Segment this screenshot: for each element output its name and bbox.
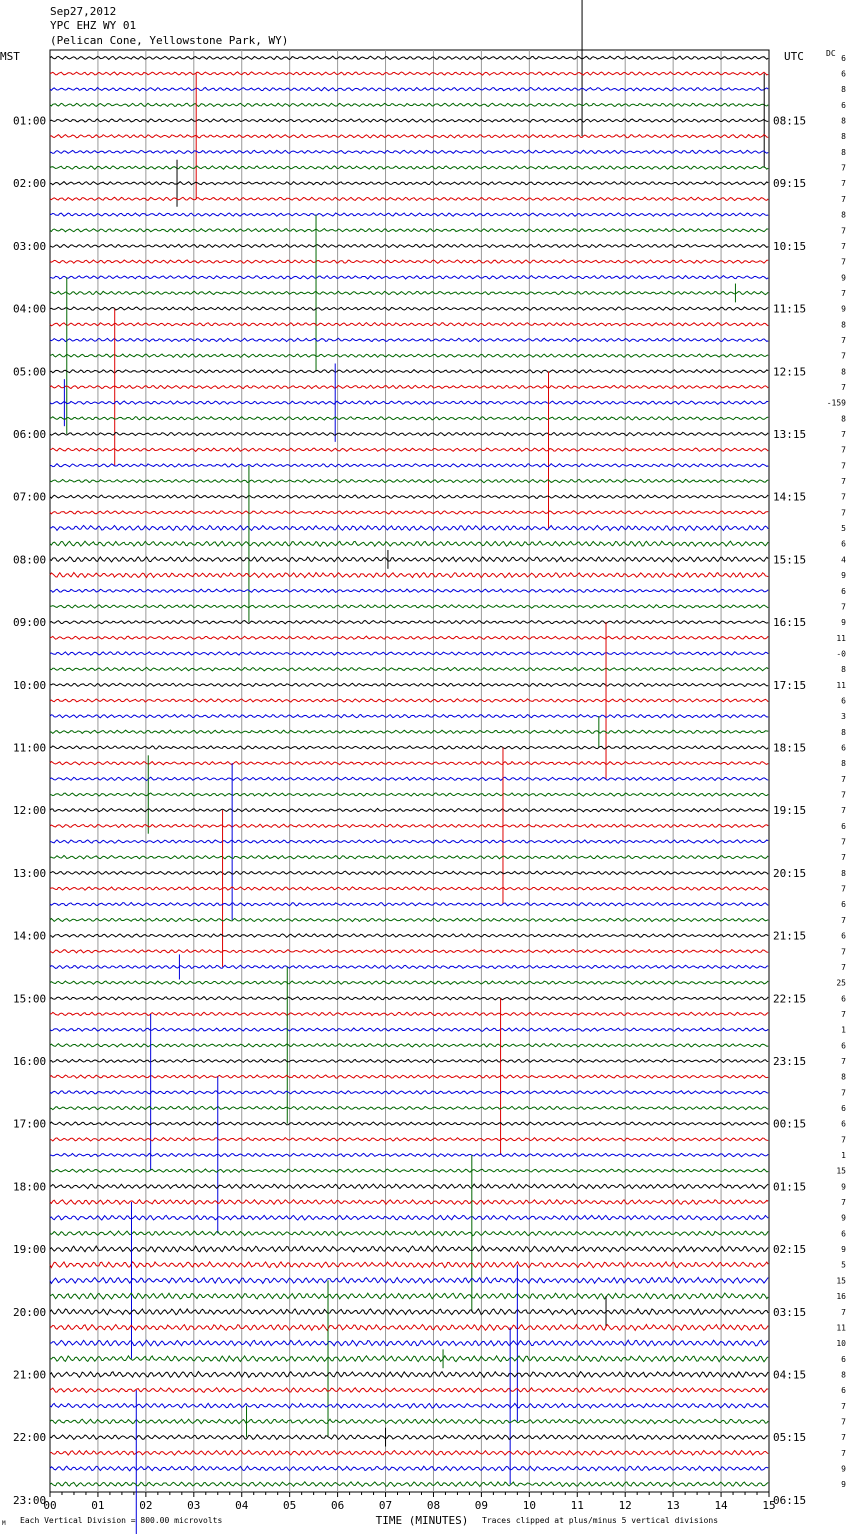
dc-offset-label: 1 <box>841 1151 846 1161</box>
seismic-trace <box>50 72 768 75</box>
x-tick-label: 14 <box>714 1499 728 1512</box>
dc-offset-label: 7 <box>841 790 846 800</box>
seismic-trace <box>50 1231 768 1236</box>
seismic-trace <box>50 1169 768 1172</box>
right-time-label: 08:15 <box>773 114 807 128</box>
seismic-trace <box>50 432 768 435</box>
dc-offset-label: 8 <box>841 147 846 157</box>
dc-offset-label: 7 <box>841 351 846 361</box>
right-time-label: 00:15 <box>773 1117 807 1131</box>
seismic-trace <box>50 229 768 232</box>
seismic-trace <box>50 166 768 169</box>
seismic-trace <box>50 1138 768 1141</box>
x-tick-label: 11 <box>570 1499 584 1512</box>
dc-offset-label: 11 <box>836 680 846 690</box>
seismic-trace <box>50 1403 768 1408</box>
x-tick-label: 12 <box>618 1499 632 1512</box>
dc-offset-label: 7 <box>841 382 846 392</box>
left-time-label: 22:00 <box>13 1431 47 1445</box>
dc-offset-label: 9 <box>841 1213 846 1223</box>
dc-offset-label: 6 <box>841 1229 846 1239</box>
dc-offset-label: 8 <box>841 367 846 377</box>
seismic-trace <box>50 1262 768 1268</box>
dc-offset-label: 9 <box>841 1464 846 1474</box>
clipping-note: Traces clipped at plus/minus 5 vertical divisions <box>482 1516 719 1525</box>
right-time-label: 19:15 <box>773 804 807 818</box>
seismic-trace <box>50 762 768 765</box>
dc-offset-label: 7 <box>841 1448 846 1458</box>
x-tick-label: 15 <box>762 1499 776 1512</box>
dc-offset-label: 8 <box>841 132 846 142</box>
dc-offset-label: 16 <box>836 1292 846 1302</box>
dc-offset-label: 6 <box>841 1354 846 1364</box>
dc-offset-label: 6 <box>841 1386 846 1396</box>
dc-offset-label: 6 <box>841 900 846 910</box>
seismic-trace <box>50 777 768 780</box>
seismic-trace <box>50 1388 768 1393</box>
seismic-trace <box>50 135 768 138</box>
seismic-trace <box>50 1246 768 1252</box>
seismic-trace <box>50 307 768 310</box>
seismic-trace <box>50 918 768 921</box>
dc-offset-label: 7 <box>841 774 846 784</box>
dc-offset-label: 9 <box>841 571 846 581</box>
footer-mark: M <box>2 1520 6 1527</box>
dc-offset-label: 8 <box>841 727 846 737</box>
x-tick-label: 01 <box>91 1499 105 1512</box>
dc-offset-label: 6 <box>841 1041 846 1051</box>
right-time-label: 20:15 <box>773 866 807 880</box>
dc-offset-label: 7 <box>841 962 846 972</box>
x-tick-label: 09 <box>474 1499 489 1512</box>
seismic-trace <box>50 1184 768 1189</box>
seismic-trace <box>50 56 768 59</box>
dc-offset-label: 9 <box>841 1245 846 1255</box>
seismic-trace <box>50 730 768 733</box>
seismic-trace <box>50 323 768 326</box>
dc-offset-label: 7 <box>841 445 846 455</box>
left-timezone-label: MST <box>0 50 20 63</box>
x-tick-label: 13 <box>666 1499 680 1512</box>
dc-offset-label: 5 <box>841 1260 846 1270</box>
dc-offset-label: 10 <box>836 1339 846 1349</box>
seismic-trace <box>50 338 768 341</box>
seismic-trace <box>50 1200 768 1205</box>
seismic-trace <box>50 1122 768 1125</box>
dc-offset-label: 7 <box>841 837 846 847</box>
seismic-trace <box>50 809 768 812</box>
dc-offset-label: 8 <box>841 759 846 769</box>
right-time-label: 18:15 <box>773 741 807 755</box>
x-tick-label: 10 <box>522 1499 536 1512</box>
seismic-trace <box>50 887 768 890</box>
x-tick-label: 06 <box>330 1499 345 1512</box>
right-time-label: 03:15 <box>773 1305 807 1319</box>
dc-offset-label: 6 <box>841 1119 846 1129</box>
dc-offset-label: 7 <box>841 915 846 925</box>
left-time-label: 04:00 <box>13 302 47 316</box>
seismic-trace <box>50 182 768 185</box>
dc-offset-label: 7 <box>841 602 846 612</box>
dc-offset-label: 7 <box>841 1198 846 1208</box>
seismic-trace <box>50 589 768 592</box>
seismic-trace <box>50 981 768 984</box>
dc-offset-label: 7 <box>841 853 846 863</box>
right-time-label: 23:15 <box>773 1054 807 1068</box>
seismic-trace <box>50 541 768 546</box>
right-time-label: 15:15 <box>773 553 807 567</box>
dc-offset-label: 6 <box>841 931 846 941</box>
dc-offset-label: 7 <box>841 461 846 471</box>
left-time-label: 01:00 <box>13 114 47 128</box>
dc-offset-label: 7 <box>841 288 846 298</box>
vertical-division-note: Each Vertical Division = 800.00 microvolts <box>20 1516 223 1525</box>
dc-offset-label: 7 <box>841 947 846 957</box>
left-time-label: 11:00 <box>13 741 47 755</box>
seismic-trace <box>50 88 768 91</box>
seismic-trace <box>50 856 768 859</box>
dc-offset-label: 6 <box>841 696 846 706</box>
dc-offset-label: 6 <box>841 1103 846 1113</box>
seismic-trace <box>50 840 768 843</box>
dc-offset-label: 9 <box>841 1182 846 1192</box>
dc-offset-label: 6 <box>841 586 846 596</box>
seismic-trace <box>50 824 768 827</box>
seismic-trace <box>50 1028 768 1031</box>
seismic-trace <box>50 213 768 216</box>
seismic-trace <box>50 1044 768 1047</box>
seismic-trace <box>50 1419 768 1424</box>
dc-offset-label: 8 <box>841 1072 846 1082</box>
seismic-trace <box>50 1106 768 1109</box>
dc-offset-label: 6 <box>841 994 846 1004</box>
right-time-label: 10:15 <box>773 239 807 253</box>
seismic-trace <box>50 103 768 106</box>
right-time-label: 16:15 <box>773 616 807 630</box>
dc-offset-label: 5 <box>841 524 846 534</box>
seismic-trace <box>50 871 768 874</box>
seismic-trace <box>50 1340 768 1346</box>
seismic-trace <box>50 715 768 718</box>
left-time-label: 08:00 <box>13 553 47 567</box>
dc-offset-label: -0 <box>836 649 846 659</box>
dc-offset-label: 9 <box>841 618 846 628</box>
seismic-trace <box>50 683 768 686</box>
dc-offset-label: 8 <box>841 665 846 675</box>
seismic-trace <box>50 276 768 279</box>
seismic-trace <box>50 495 768 498</box>
x-tick-label: 07 <box>378 1499 393 1512</box>
dc-offset-label: 7 <box>841 226 846 236</box>
dc-offset-label: 11 <box>836 1323 846 1333</box>
seismic-trace <box>50 464 768 467</box>
seismic-trace <box>50 652 768 655</box>
right-time-label: 01:15 <box>773 1180 807 1194</box>
left-time-label: 15:00 <box>13 992 47 1006</box>
seismic-trace <box>50 354 768 357</box>
seismic-trace <box>50 997 768 1000</box>
seismic-trace <box>50 1215 768 1220</box>
seismic-trace <box>50 934 768 937</box>
seismic-trace <box>50 557 768 562</box>
dc-offset-label: 9 <box>841 273 846 283</box>
dc-offset-label: 7 <box>841 492 846 502</box>
seismic-trace <box>50 260 768 263</box>
seismic-trace <box>50 1372 768 1378</box>
dc-offset-label: 9 <box>841 1480 846 1490</box>
seismic-trace <box>50 119 768 122</box>
seismic-trace <box>50 511 768 514</box>
left-time-label: 17:00 <box>13 1117 47 1131</box>
left-time-label: 13:00 <box>13 866 47 880</box>
seismic-trace <box>50 903 768 906</box>
seismic-trace <box>50 244 768 247</box>
seismic-trace <box>50 1466 768 1471</box>
dc-offset-label: 6 <box>841 821 846 831</box>
left-time-label: 14:00 <box>13 929 47 943</box>
chart-location: (Pelican Cone, Yellowstone Park, WY) <box>50 34 289 47</box>
seismic-trace <box>50 950 768 953</box>
x-tick-label: 05 <box>283 1499 297 1512</box>
dc-offset-label: 6 <box>841 69 846 79</box>
seismic-trace <box>50 620 768 623</box>
left-time-label: 07:00 <box>13 490 47 504</box>
seismic-trace <box>50 1012 768 1015</box>
seismic-trace <box>50 448 768 451</box>
dc-offset-label: 25 <box>836 978 846 988</box>
dc-offset-label: 8 <box>841 320 846 330</box>
seismic-trace <box>50 1450 768 1455</box>
dc-offset-label: 7 <box>841 430 846 440</box>
seismic-trace <box>50 746 768 749</box>
dc-offset-label: 3 <box>841 712 846 722</box>
right-timezone-label: UTC <box>784 50 804 63</box>
x-tick-label: 04 <box>235 1499 249 1512</box>
right-time-label: 22:15 <box>773 992 807 1006</box>
dc-offset-label: 7 <box>841 508 846 518</box>
seismic-trace <box>50 1153 768 1156</box>
dc-offset-label: 7 <box>841 1417 846 1427</box>
dc-header-label: DC <box>826 49 836 58</box>
seismic-trace <box>50 1075 768 1078</box>
seismic-trace <box>50 1278 768 1284</box>
right-time-label: 17:15 <box>773 678 807 692</box>
seismic-trace <box>50 605 768 608</box>
left-time-label: 20:00 <box>13 1305 47 1319</box>
seismic-trace <box>50 1091 768 1094</box>
right-time-label: 09:15 <box>773 177 807 191</box>
left-time-label: 03:00 <box>13 239 47 253</box>
dc-offset-label: 8 <box>841 85 846 95</box>
dc-offset-label: 6 <box>841 53 846 63</box>
seismic-trace <box>50 1059 768 1062</box>
left-time-label: 02:00 <box>13 177 47 191</box>
dc-offset-label: 7 <box>841 241 846 251</box>
left-time-label: 10:00 <box>13 678 47 692</box>
seismic-trace <box>50 150 768 153</box>
dc-offset-label: 7 <box>841 1135 846 1145</box>
dc-offset-label: 7 <box>841 477 846 487</box>
dc-offset-label: 7 <box>841 257 846 267</box>
right-time-label: 02:15 <box>773 1243 807 1257</box>
left-time-label: 19:00 <box>13 1243 47 1257</box>
dc-offset-label: 1 <box>841 1025 846 1035</box>
dc-offset-label: 6 <box>841 743 846 753</box>
dc-offset-label: 7 <box>841 1009 846 1019</box>
left-time-label: 05:00 <box>13 365 47 379</box>
seismic-trace <box>50 401 768 404</box>
dc-offset-label: 6 <box>841 539 846 549</box>
left-time-label: 09:00 <box>13 616 47 630</box>
dc-offset-label: 8 <box>841 116 846 126</box>
dc-offset-label: 7 <box>841 335 846 345</box>
dc-offset-label: 7 <box>841 1401 846 1411</box>
x-tick-label: 00 <box>43 1499 57 1512</box>
dc-offset-label: 7 <box>841 806 846 816</box>
dc-offset-label: 8 <box>841 210 846 220</box>
dc-offset-label: 7 <box>841 1056 846 1066</box>
dc-offset-label: 15 <box>836 1276 846 1286</box>
x-tick-label: 08 <box>426 1499 441 1512</box>
left-time-label: 18:00 <box>13 1180 47 1194</box>
dc-offset-label: 8 <box>841 414 846 424</box>
dc-offset-label: 7 <box>841 884 846 894</box>
dc-offset-label: 7 <box>841 163 846 173</box>
left-time-label: 06:00 <box>13 428 47 442</box>
left-time-label: 12:00 <box>13 804 47 818</box>
seismic-trace <box>50 573 768 578</box>
dc-offset-label: 9 <box>841 304 846 314</box>
right-time-label: 11:15 <box>773 302 807 316</box>
seismic-trace <box>50 197 768 200</box>
dc-offset-label: 7 <box>841 1433 846 1443</box>
seismic-trace <box>50 1309 768 1315</box>
right-time-label: 04:15 <box>773 1368 807 1382</box>
dc-offset-label: 8 <box>841 868 846 878</box>
seismic-trace <box>50 1293 768 1299</box>
seismic-trace <box>50 1435 768 1440</box>
dc-offset-label: 7 <box>841 1307 846 1317</box>
left-time-label: 21:00 <box>13 1368 47 1382</box>
x-axis-title: TIME (MINUTES) <box>375 1514 469 1527</box>
seismic-trace <box>50 793 768 796</box>
seismic-trace <box>50 417 768 420</box>
dc-offset-label: 8 <box>841 1370 846 1380</box>
seismic-trace <box>50 479 768 482</box>
seismic-trace <box>50 1356 768 1362</box>
right-time-label: 21:15 <box>773 929 807 943</box>
chart-date: Sep27,2012 <box>50 5 117 18</box>
right-time-label: 12:15 <box>773 365 807 379</box>
seismic-trace <box>50 699 768 702</box>
dc-offset-label: 7 <box>841 179 846 189</box>
seismic-trace <box>50 385 768 388</box>
seismic-trace <box>50 370 768 373</box>
chart-station: YPC EHZ WY 01 <box>50 19 137 32</box>
seismic-trace <box>50 526 768 531</box>
dc-offset-label: 7 <box>841 1088 846 1098</box>
right-time-label: 06:15 <box>773 1493 807 1507</box>
plot-frame <box>50 50 769 1492</box>
left-time-label: 23:00 <box>13 1493 47 1507</box>
dc-offset-label: 6 <box>841 100 846 110</box>
seismic-trace <box>50 291 768 294</box>
left-time-label: 16:00 <box>13 1054 47 1068</box>
seismic-trace <box>50 1482 768 1487</box>
right-time-label: 05:15 <box>773 1431 807 1445</box>
seismic-trace <box>50 1325 768 1331</box>
x-tick-label: 02 <box>139 1499 153 1512</box>
right-time-label: 13:15 <box>773 428 807 442</box>
seismic-trace <box>50 667 768 670</box>
right-time-label: 14:15 <box>773 490 807 504</box>
dc-offset-label: 11 <box>836 633 846 643</box>
seismic-trace <box>50 965 768 968</box>
dc-offset-label: 4 <box>841 555 846 565</box>
x-tick-label: 03 <box>187 1499 201 1512</box>
dc-offset-label: -159 <box>826 398 846 408</box>
dc-offset-label: 15 <box>836 1166 846 1176</box>
seismic-trace <box>50 636 768 639</box>
dc-offset-label: 7 <box>841 194 846 204</box>
